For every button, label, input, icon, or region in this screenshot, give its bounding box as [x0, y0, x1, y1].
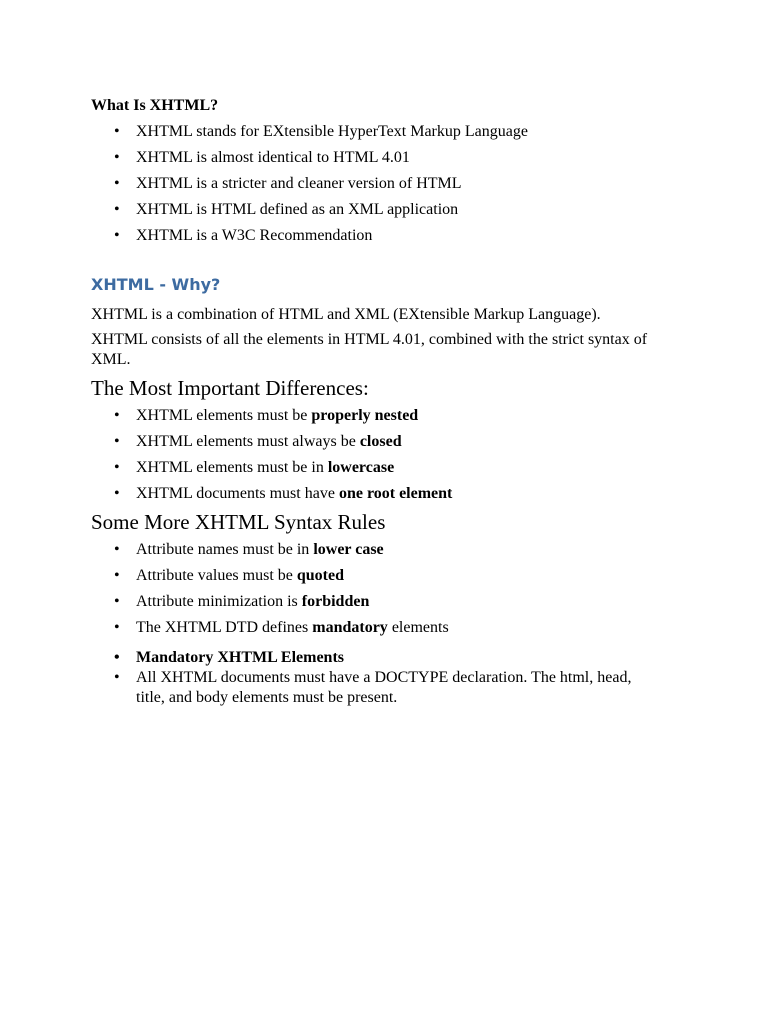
bullet-icon: • [114, 433, 120, 450]
bullet-icon: • [114, 485, 120, 502]
bullet-icon: • [114, 593, 120, 610]
list-item: • Attribute names must be in lower case [114, 541, 384, 558]
list-item: • All XHTML documents must have a DOCTYPE declaration. The html, head, title, and body elements must be present. [114, 669, 632, 706]
section-heading-what-is-xhtml: What Is XHTML? [91, 97, 219, 114]
bullet-icon: • [114, 407, 120, 424]
bullet-icon: • [114, 201, 120, 218]
list-item: • The XHTML DTD defines mandatory elements [114, 619, 449, 636]
list-item: • XHTML documents must have one root element [114, 485, 453, 502]
bullet-icon: • [114, 227, 120, 244]
paragraph-consists: XHTML consists of all the elements in HTML 4.01, combined with the strict syntax of XML. [91, 331, 648, 368]
bullet-icon: • [114, 649, 120, 666]
list-item: • XHTML stands for EXtensible HyperText Markup Language [114, 123, 528, 140]
bullet-icon: • [114, 541, 120, 558]
section-heading-xhtml-why: XHTML - Why? [91, 275, 221, 294]
list-item: • XHTML is a W3C Recommendation [114, 227, 373, 244]
what-is-xhtml-list [91, 122, 651, 252]
list-item: • XHTML is HTML defined as an XML application [114, 201, 459, 218]
list-item: • XHTML is a stricter and cleaner version of HTML [114, 175, 462, 192]
paragraph-combination: XHTML is a combination of HTML and XML (EXtensible Markup Language). [91, 306, 601, 323]
list-item: • Attribute values must be quoted [114, 567, 344, 584]
bullet-icon: • [114, 669, 120, 686]
list-item: • XHTML elements must always be closed [114, 433, 402, 450]
list-item: • XHTML is almost identical to HTML 4.01 [114, 149, 410, 166]
bullet-icon: • [114, 619, 120, 636]
bullet-icon: • [114, 459, 120, 476]
bullet-icon: • [114, 149, 120, 166]
bullet-icon: • [114, 175, 120, 192]
syntax-rules-list [91, 540, 651, 714]
list-item: • Mandatory XHTML Elements [114, 649, 344, 666]
list-item: • XHTML elements must be properly nested [114, 407, 419, 424]
section-heading-syntax-rules: Some More XHTML Syntax Rules [91, 510, 386, 534]
bullet-icon: • [114, 123, 120, 140]
list-item: • XHTML elements must be in lowercase [114, 459, 395, 476]
bullet-icon: • [114, 567, 120, 584]
section-heading-differences: The Most Important Differences: [91, 376, 369, 400]
differences-list [91, 406, 651, 510]
list-item: • Attribute minimization is forbidden [114, 593, 370, 610]
